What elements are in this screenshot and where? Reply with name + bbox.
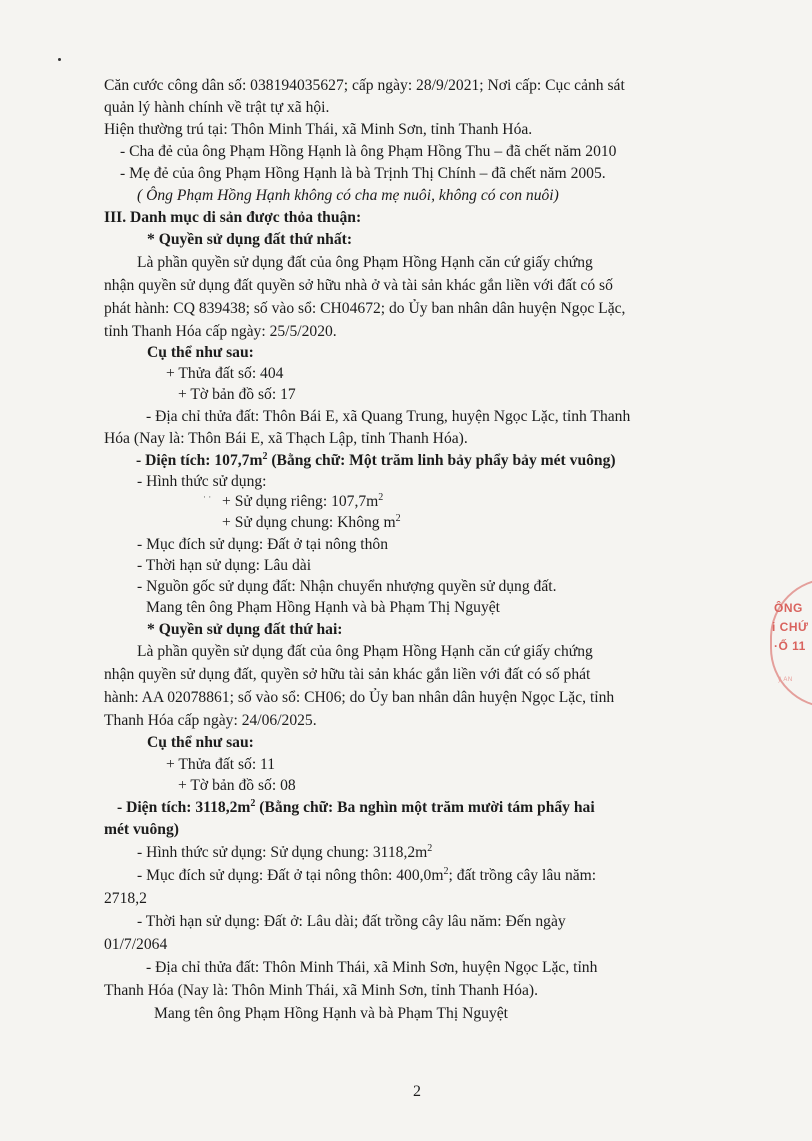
- text-line: Cụ thể như sau:: [147, 734, 254, 751]
- subsection-heading: * Quyền sử dụng đất thứ hai:: [147, 621, 343, 638]
- text-part: + Sử dụng chung: Không m: [222, 514, 396, 531]
- area-label: - Diện tích: 3118,2m: [117, 799, 251, 816]
- text-part: ; đất trồng cây lâu năm:: [448, 867, 597, 884]
- text-line: tỉnh Thanh Hóa cấp ngày: 25/5/2020.: [104, 323, 337, 340]
- text-line: Hiện thường trú tại: Thôn Minh Thái, xã Minh Sơn, tỉnh Thanh Hóa.: [104, 121, 533, 138]
- seal-text: ·Ố 11: [774, 639, 806, 653]
- subsection-heading: * Quyền sử dụng đất thứ nhất:: [147, 231, 353, 248]
- text-line: nhận quyền sử dụng đất quyền sở hữu nhà ở và tài sản khác gắn liền với đất có số: [104, 277, 613, 294]
- text-line: phát hành: CQ 839438; số vào sổ: CH04672; do Ủy ban nhân dân huyện Ngọc Lặc,: [104, 300, 626, 317]
- text-line: [222, 492, 383, 512]
- scan-speck: [58, 58, 61, 61]
- page-number: 2: [413, 1083, 421, 1100]
- text-line: + Tờ bản đồ số: 17: [178, 386, 296, 403]
- superscript: 2: [427, 843, 433, 854]
- text-line: - Thời hạn sử dụng: Lâu dài: [137, 557, 312, 574]
- seal-text: ỹ AN: [778, 677, 793, 683]
- text-line: [137, 866, 596, 886]
- area-line: [117, 798, 595, 818]
- text-line: nhận quyền sử dụng đất, quyền sở hữu tài sản khác gắn liền với đất có số phát: [104, 666, 591, 683]
- text-line: Hóa (Nay là: Thôn Bái E, xã Thạch Lập, tỉnh Thanh Hóa).: [104, 430, 468, 447]
- text-line: - Thời hạn sử dụng: Đất ở: Lâu dài; đất trồng cây lâu năm: Đến ngày: [137, 913, 566, 930]
- text-line: + Tờ bản đồ số: 08: [178, 777, 296, 794]
- text-line: quản lý hành chính về trật tự xã hội.: [104, 99, 330, 116]
- text-line: mét vuông): [104, 821, 179, 838]
- text-line: + Thửa đất số: 11: [166, 756, 276, 773]
- text-line: hành: AA 02078861; số vào sổ: CH06; do Ủy ban nhân dân huyện Ngọc Lặc, tỉnh: [104, 689, 615, 706]
- text-line: [137, 843, 432, 863]
- superscript: 2: [443, 866, 449, 877]
- text-line: + Thửa đất số: 404: [166, 365, 284, 382]
- text-line: - Địa chỉ thửa đất: Thôn Minh Thái, xã Minh Sơn, huyện Ngọc Lặc, tỉnh: [146, 959, 598, 976]
- area-words: (Bằng chữ: Ba nghìn một trăm mười tám phẩy hai: [255, 799, 595, 816]
- seal-text: ÔNG: [774, 601, 803, 615]
- text-line: 2718,2: [104, 890, 147, 907]
- scan-dots: · ·: [203, 492, 212, 502]
- text-line: - Nguồn gốc sử dụng đất: Nhận chuyển nhượng quyền sử dụng đất.: [137, 578, 557, 595]
- area-words: (Bằng chữ: Một trăm linh bảy phẩy bảy mét vuông): [267, 452, 616, 469]
- seal-text: i CHỨ: [772, 620, 809, 634]
- text-line: Là phần quyền sử dụng đất của ông Phạm Hồng Hạnh căn cứ giấy chứng: [137, 254, 593, 271]
- superscript: 2: [250, 798, 256, 809]
- superscript: 2: [395, 513, 401, 524]
- text-line: Mang tên ông Phạm Hồng Hạnh và bà Phạm Thị Nguyệt: [154, 1005, 508, 1022]
- red-seal-stamp: [764, 574, 812, 724]
- text-line: ( Ông Phạm Hồng Hạnh không có cha mẹ nuôi, không có con nuôi): [137, 187, 559, 204]
- text-line: Mang tên ông Phạm Hồng Hạnh và bà Phạm Thị Nguyệt: [146, 599, 500, 616]
- text-line: Thanh Hóa cấp ngày: 24/06/2025.: [104, 712, 317, 729]
- area-line: [136, 451, 616, 471]
- text-part: + Sử dụng riêng: 107,7m: [222, 493, 379, 510]
- text-line: [222, 513, 401, 533]
- section-heading: III. Danh mục di sản được thỏa thuận:: [104, 209, 362, 226]
- text-line: Là phần quyền sử dụng đất của ông Phạm Hồng Hạnh căn cứ giấy chứng: [137, 643, 593, 660]
- text-line: 01/7/2064: [104, 936, 168, 953]
- text-line: Thanh Hóa (Nay là: Thôn Minh Thái, xã Minh Sơn, tỉnh Thanh Hóa).: [104, 982, 538, 999]
- text-part: - Hình thức sử dụng: Sử dụng chung: 3118,2m: [137, 844, 428, 861]
- text-line: Cụ thể như sau:: [147, 344, 254, 361]
- text-part: - Mục đích sử dụng: Đất ở tại nông thôn: 400,0m: [137, 867, 444, 884]
- text-line: - Mẹ đẻ của ông Phạm Hồng Hạnh là bà Trịnh Thị Chính – đã chết năm 2005.: [120, 165, 606, 182]
- superscript: 2: [378, 492, 384, 503]
- text-line: - Hình thức sử dụng:: [137, 473, 267, 490]
- text-line: - Mục đích sử dụng: Đất ở tại nông thôn: [137, 536, 389, 553]
- text-line: - Cha đẻ của ông Phạm Hồng Hạnh là ông Phạm Hồng Thu – đã chết năm 2010: [120, 143, 617, 160]
- superscript: 2: [262, 451, 268, 462]
- area-label: - Diện tích: 107,7m: [136, 452, 263, 469]
- text-line: Căn cước công dân số: 038194035627; cấp ngày: 28/9/2021; Nơi cấp: Cục cảnh sát: [104, 77, 625, 94]
- text-line: - Địa chỉ thửa đất: Thôn Bái E, xã Quang Trung, huyện Ngọc Lặc, tỉnh Thanh: [146, 408, 631, 425]
